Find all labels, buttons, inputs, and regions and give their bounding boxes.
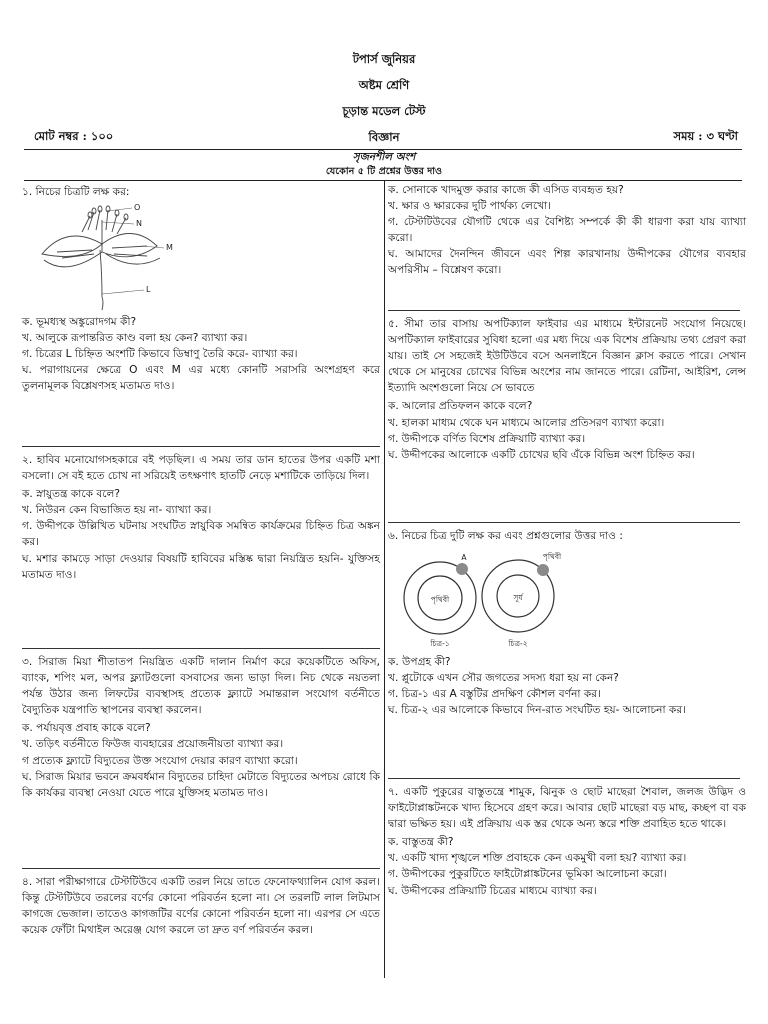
publisher-name: টপার্স জুনিয়র <box>352 52 416 66</box>
flower-illustration <box>22 202 182 312</box>
sub-question-c: গ. চিত্র-১ এর A বস্তুটির প্রদক্ষিণ কৌশল বর্ণনা কর। <box>388 688 601 701</box>
subject-name: বিজ্ঞান <box>368 130 400 144</box>
sub-question-b: খ. ক্ষার ও ক্ষারকের দুটি পার্থক্য লেখো। <box>388 200 552 213</box>
sub-question-b: খ. নিউরন কেন বিভাজিত হয় না- ব্যাখ্যা কর। <box>22 504 212 517</box>
sub-question-a: ক. বাস্তুতন্ত্র কী? <box>388 836 454 849</box>
sub-question-d: ঘ. উদ্দীপকের প্রক্রিয়াটি চিত্রের মাধ্যমে ব্যাখ্যা কর। <box>388 884 597 897</box>
question-separator <box>388 522 740 523</box>
sub-question-c: গ. উদ্দীপকের পুকুরটিতে ফাইটোপ্লাঙ্কটনের ভূমিকা আলোচনা করো। <box>388 868 667 881</box>
sub-question-d: ঘ. মশার কামড়ে সাড়া দেওয়ার বিষয়টি হাবিবের মস্তিষ্ক দ্বারা নিয়ন্ত্রিত হয়নি- যুক্তিসহ মতামত দাও। <box>22 552 380 581</box>
question-stem: ৪. সারা পরীক্ষাগারে টেস্টটিউবে একটি তরল নিয়ে তাতে ফেনোফথ্যালিন যোগ করল। কিন্তু টেস্টটিউবে তরলের বর্ণের কোনো পরিবর্তন হলো না। সে তরলটি লাল লিটমাস কাগজে ভেজাল। তাতেও কাগজটির বর্ণের কোনো পরিবর্তন হলো না। এরপর সে এতে কয়েক ফোঁটা মিথাইল অরেঞ্জ যোগ করলে তা দ্রুত বর্ণ পরিবর্তন করল। <box>22 876 380 937</box>
sub-question-c: গ প্রত্যেক ফ্ল্যাটে বিদ্যুতের উক্ত সংযোগ দেয়ার কারণ ব্যাখ্যা করো। <box>22 754 298 767</box>
sub-question-b: খ. আলুকে রূপান্তরিত কাণ্ড বলা হয় কেন? ব্যাখ্যা কর। <box>22 332 248 345</box>
class-name: অষ্টম শ্রেণি <box>358 78 410 92</box>
question-7 <box>388 784 746 899</box>
caption-fig1: চিত্র-১ <box>430 639 450 649</box>
question-4 <box>22 874 380 940</box>
question-4-parts <box>388 182 746 279</box>
sub-question-b: খ. তড়িৎ বর্তনীতে ফিউজ ব্যবহারের প্রয়োজনীয়তা ব্যাখ্যা কর। <box>22 738 284 751</box>
label-n: N <box>136 219 142 229</box>
sub-question-a: ক. পর্যায়বৃত্ত প্রবাহ কাকে বলে? <box>22 722 151 735</box>
column-divider <box>384 180 385 978</box>
sub-question-a: ক. সোনাকে খাদমুক্ত করার কাজে কী এসিড ব্যবহৃত হয়? <box>388 184 624 196</box>
question-2 <box>22 452 380 583</box>
sub-question-c: গ. উদ্দীপকে বর্ণিত বিশেষ প্রক্রিয়াটি ব্যাখ্যা কর। <box>388 432 586 445</box>
sub-question-c: গ. চিত্রের L চিহ্নিত অংশটি কিভাবে ডিম্বাণু তৈরি করে- ব্যাখ্যা কর। <box>22 348 298 361</box>
sub-question-a: ক. উপগ্রহ কী? <box>388 656 451 669</box>
sub-question-d: ঘ. পরাগায়নের ক্ষেত্রে O এবং M এর মধ্যে কোনটি সরাসরি অংশগ্রহণ করে তুলনামূলক বিশ্লেষণসহ মতামত দাও। <box>22 364 380 393</box>
exam-time: সময় : ৩ ঘণ্টা <box>673 129 738 143</box>
sub-question-a: ক. স্নায়ুতন্ত্র কাকে বলে? <box>22 488 121 501</box>
question-separator <box>22 648 380 649</box>
label-earth-center: পৃথিবী <box>430 595 450 605</box>
orbit-illustration <box>388 546 688 652</box>
question-stem: ১. নিচের চিত্রটি লক্ষ কর: <box>22 186 130 198</box>
section-rule <box>24 180 742 181</box>
question-stem: ২. হাবিব মনোযোগসহকারে বই পড়ছিল। এ সময় তার ডান হাতের উপর একটি মশা বসলো। সে বই হতে চোখ না সরিয়েই তৎক্ষণাৎ হাতটি নেড়ে মশাটিকে তাড়িয়ে দিল। <box>22 454 380 483</box>
sub-question-d: ঘ. উদ্দীপকের আলোকে একটি চোখের ছবি এঁকে বিভিন্ন অংশ চিহ্নিত কর। <box>388 448 695 461</box>
meta-bar <box>24 128 744 148</box>
label-l: L <box>146 285 151 295</box>
caption-fig2: চিত্র-২ <box>508 639 528 649</box>
section-instruction: যেকোন ৫ টি প্রশ্নের উত্তর দাও <box>325 166 443 177</box>
question-5 <box>388 316 746 463</box>
sub-question-b: খ. একটি খাদ্য শৃঙ্খলে শক্তি প্রবাহকে কেন একমুখী বলা হয়? ব্যাখ্যা কর। <box>388 852 687 865</box>
sub-question-c: গ. উদ্দীপকে উল্লিখিত ঘটনায় সংঘটিত স্নায়ুবিক সমন্বিত কার্যক্রমের চিহ্নিত চিত্র অঙ্কন কর। <box>22 520 380 549</box>
label-sun-center: সূর্য <box>513 593 523 603</box>
question-stem: ৭. একটি পুকুরের বাস্তুতন্ত্রে শামুক, ঝিনুক ও ছোট মাছেরা শৈবাল, জলজ উদ্ভিদ ও ফাইটোপ্লাঙ্কটনকে খাদ্য হিসেবে গ্রহণ করে। আবার ছোট মাছেরা বড় মাছ, কচ্ছপ বা বক দ্বারা ভক্ষিত হয়। এই প্রক্রিয়ায় এক স্তর থেকে অন্য স্তরে শক্তি প্রবাহিত হতে থাকে। <box>388 786 746 831</box>
sub-question-c: গ. টেস্টটিউবের যৌগটি থেকে এর বৈশিষ্ট্য সম্পর্কে কী কী ধারণা করা যায় ব্যাখ্যা করো। <box>388 216 746 245</box>
sub-question-b: খ. হালকা মাধ্যম থেকে ঘন মাধ্যমে আলোর প্রতিসরণ ব্যাখ্যা করো। <box>388 416 665 429</box>
question-stem: ৬. নিচের চিত্র দুটি লক্ষ কর এবং প্রশ্নগুলোর উত্তর দাও : <box>388 530 623 542</box>
sub-question-d: ঘ. সিরাজ মিয়ার ভবনে ক্রমবর্ধমান বিদ্যুতের চাহিদা মেটাতে বিদ্যুতের অপচয় রোধে কি কি কার্যকর ব্যবস্থা নেওয়া যেতে পারে যুক্তিসহ মতামত দাও। <box>22 770 380 799</box>
sub-question-a: ক. আলোর প্রতিফলন কাকে বলে? <box>388 400 533 413</box>
label-m: M <box>166 243 173 253</box>
question-separator <box>22 868 380 869</box>
question-separator <box>22 446 380 447</box>
question-3 <box>22 654 380 801</box>
sub-question-d: ঘ. চিত্র-২ এর আলোকে কিভাবে দিন-রাত সংঘটিত হয়- আলোচনা কর। <box>388 704 686 717</box>
dot-earth <box>537 564 549 576</box>
label-earth-dot: পৃথিবী <box>542 552 562 562</box>
flower-diagram <box>22 202 380 314</box>
dot-a <box>456 563 468 575</box>
total-marks: মোট নম্বর : ১০০ <box>34 129 114 143</box>
sub-question-a: ক. ভূমধ্যস্থ অঙ্কুরোদগম কী? <box>22 316 137 329</box>
question-stem: ৩. সিরাজ মিয়া শীতাতপ নিয়ন্ত্রিত একটি দালান নির্মাণ করে কয়েকটিতে অফিস, ব্যাংক, শপিং মল, অপর ফ্ল্যাটগুলো বসবাসের জন্য ভাড়া দিল। নিচ থেকে নয়তলা পর্যন্ত উঠার জন্য লিফটের ব্যবস্থাসহ প্রত্যেক ফ্ল্যাটে সমান্তরাল সংযোগ বর্তনীতে বৈদ্যুতিক যন্ত্রপাতি স্থাপনের ব্যবস্থা করলেন। <box>22 656 380 717</box>
question-stem: ৫. সীমা তার বাসায় অপটিক্যাল ফাইবার এর মাধ্যমে ইন্টারনেট সংযোগ নিয়েছে। অপটিক্যাল ফাইবারের সুবিধা হলো এর মধ্য দিয়ে এক বিশেষ প্রক্রিয়ায় তথ্য প্রেরণ করা যায়। তাই সে সহজেই ইউটিউবে বসে অনলাইনে বিজ্ঞান ক্লাস করতে পারে। সেখান থেকে সে মানুষের চোখের বিভিন্ন অংশের নাম জানতে পারে। রেটিনা, আইরিশ, লেন্স ইত্যাদি অংশগুলো নিয়ে সে ভাবতে <box>388 318 746 395</box>
sub-question-d: ঘ. আমাদের দৈনন্দিন জীবনে এবং শিল্প কারখানায় উদ্দীপকের যৌগের ব্যবহার অপরিসীম – বিশ্লেষণ করো। <box>388 248 746 277</box>
label-o: O <box>134 203 141 213</box>
label-a: A <box>461 553 467 563</box>
question-1 <box>22 184 380 395</box>
question-separator <box>388 778 740 779</box>
exam-name: চূড়ান্ত মডেল টেস্ট <box>342 104 426 118</box>
question-separator <box>388 310 740 311</box>
section-title: সৃজনশীল অংশ <box>352 151 416 163</box>
question-6 <box>388 528 746 718</box>
orbit-diagrams <box>388 546 746 654</box>
sub-question-b: খ. প্লুটোকে এখন সৌর জগতের সদস্য ধরা হয় না কেন? <box>388 672 619 685</box>
